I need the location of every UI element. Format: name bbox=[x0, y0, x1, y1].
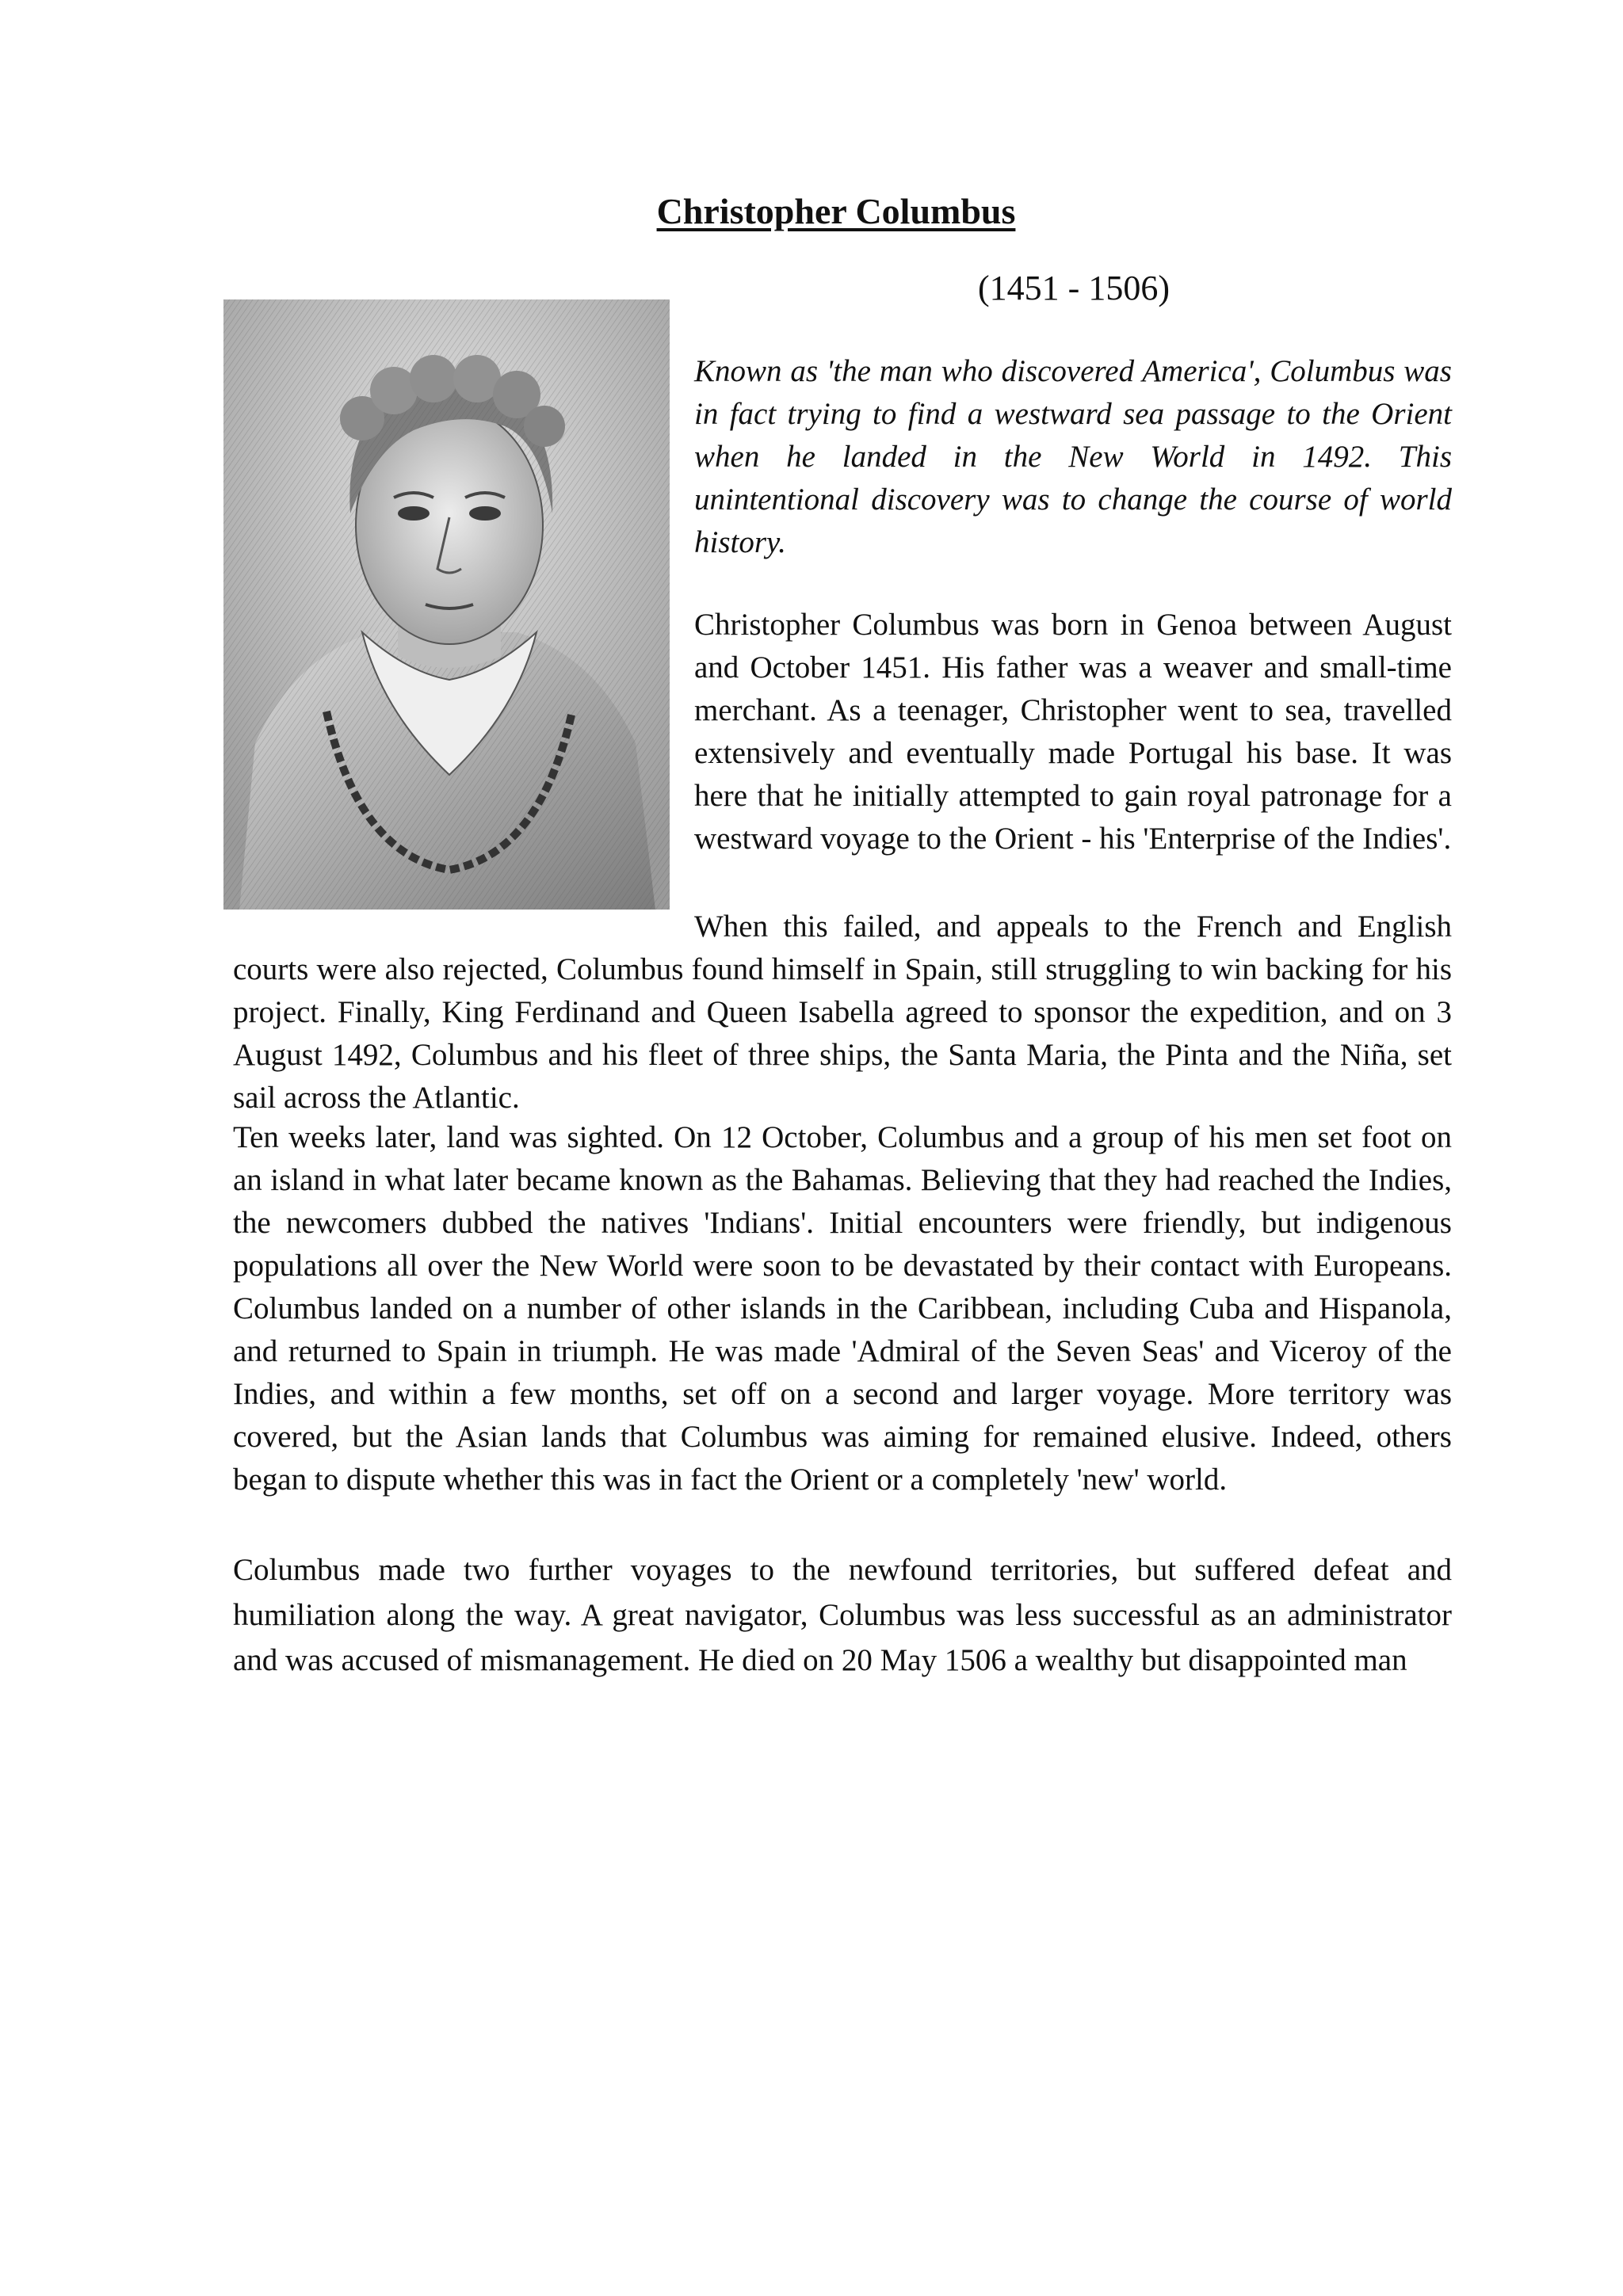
body-paragraph-1: Christopher Columbus was born in Genoa between August and October 1451. His father was a weaver and small-time merchant. As a teenager, Christopher went to sea, travelled extensively and eventually made Portugal his base. It was here that he initially attempted to gain royal patronage for a westward voyage to the Orient - his 'Enterprise of the Indies'. bbox=[694, 608, 1452, 856]
body-paragraph-4: Columbus made two further voyages to the newfound territories, but suffered defeat and humiliation along the way. A great navigator, Columbus was less successful as an administrator and was accused of mismanagement. He died on 20 May 1506 a wealthy but disappointed man bbox=[233, 1553, 1452, 1677]
body-paragraph-2: When this failed, and appeals to the French and English courts were also rejected, Columbus found himself in Spain, still struggling to win backing for his project. Finally, King Ferdinand and Queen Isabella agreed to sponsor the expedition, and on 3 August 1492, Columbus and his fleet of three ships, the Santa Maria, the Pinta and the Niña, set sail across the Atlantic. bbox=[233, 910, 1452, 1115]
intro-paragraph: Known as 'the man who discovered America', Columbus was in fact trying to find a westward sea passage to the Orient when he landed in the New World in 1492. This unintentional discovery was to change the course of world history. bbox=[694, 354, 1452, 559]
body-paragraph-3: Ten weeks later, land was sighted. On 12 October, Columbus and a group of his men set foot on an island in what later became known as the Bahamas. Believing that they had reached the Indies, the newcomers dubbed the natives 'Indians'. Initial encounters were friendly, but indigenous populations all over the New World were soon to be devastated by their contact with Europeans. Columbus landed on a number of other islands in the Caribbean, including Cuba and Hispanola, and returned to Spain in triumph. He was made 'Admiral of the Seven Seas' and Viceroy of the Indies, and within a few months, set off on a second and larger voyage. More territory was covered, but the Asian lands that Columbus was aiming for remained elusive. Indeed, others began to dispute whether this was in fact the Orient or a completely 'new' world. bbox=[233, 1120, 1452, 1497]
portrait-image bbox=[223, 299, 670, 910]
lifespan-dates: (1451 - 1506) bbox=[978, 269, 1170, 307]
document-title: Christopher Columbus bbox=[656, 191, 1016, 231]
